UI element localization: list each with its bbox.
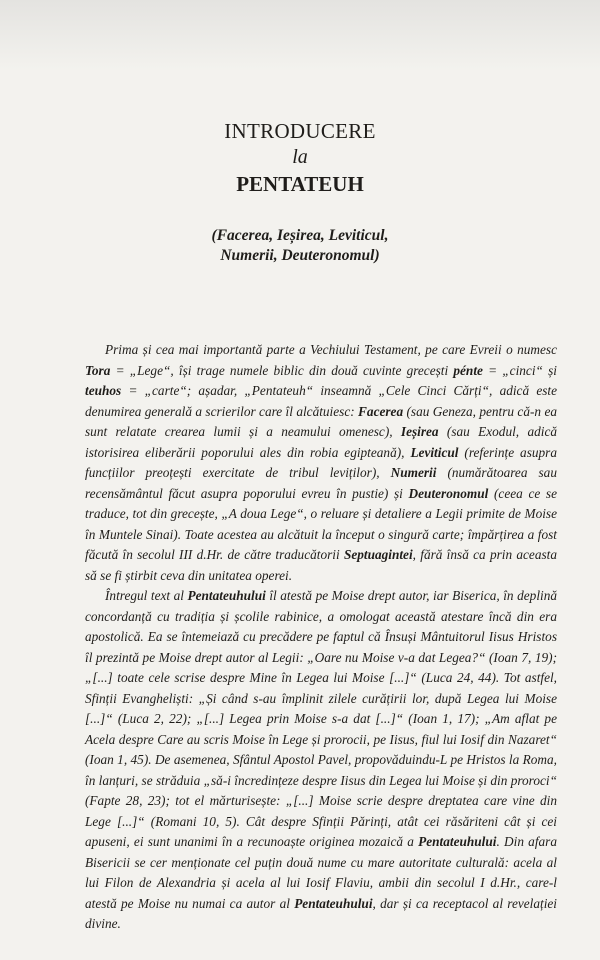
heading-line-2: la [292, 146, 308, 168]
text-run: (numărătoarea sau recensământul făcut asupra poporului evreu în pustie) și [85, 465, 557, 501]
text-run: (ceea ce se traduce, tot din grecește, „A doua Lege“, o reluare și detaliere a Legii primite de Moise în Muntele Sinai). Toate acestea au alcătuit la început o singură carte; împărțirea a fost făcută în secolul III d.Hr. de către traducătorii [85, 485, 558, 562]
bold-term: Leviticul [410, 444, 459, 460]
text-run: . Din afara Bisericii se cer menționate cel puțin două nume cu mare autoritate culturală: acela al lui Filon de Alexandria și acela al lui Iosif Flaviu, ambii din secolul I d.Hr., care-l atestă pe Moise nu numai ca autor al [85, 834, 557, 911]
bold-term: teuhos [85, 383, 122, 398]
text-run: Întregul text al [105, 588, 188, 603]
bold-term: Pentateuhului [294, 895, 373, 911]
bold-term: pénte [453, 362, 483, 378]
text-run: = „Lege“, își trage numele biblic din două cuvinte grecești [110, 362, 454, 378]
bold-term: Septuagintei [343, 547, 413, 562]
bold-term: Deuteronomul [408, 485, 489, 501]
bold-term: Tora [85, 362, 111, 378]
text-run: (referințe asupra funcțiilor preoțești exercitate de tribul leviților), [85, 444, 557, 480]
heading-line-3: PENTATEUH [236, 172, 364, 196]
bold-term: Pentateuhului [418, 834, 497, 849]
chapter-subtitle [0, 226, 600, 266]
text-run: = „carte“; așadar, „Pentateuh“ inseamnă „Cele Cinci Cărți“, adică este denumirea generală a scrierilor care îl alcătuiesc: [85, 383, 557, 419]
body-text [85, 340, 557, 935]
bold-term: Numerii [390, 465, 437, 480]
subtitle-line-1: (Facerea, Ieșirea, Leviticul, [211, 227, 389, 244]
paragraph-1 [85, 340, 557, 586]
page-top-shadow [0, 0, 600, 70]
text-run: îl atestă pe Moise drept autor, iar Biserica, în deplină concordanță cu tradiția și școlile rabinice, a omologat această atestare încă din era apostolică. Ea se întemeiază cu precădere pe faptul că Însuși Mântuitorul Iisus Hristos îl prezintă pe Moise drept autor al Legii: „Oare nu Moise v-a dat Legea?“ (Ioan 7, 19); „[...] toate cele scrise despre Mine în Legea lui Moise [...]“ (Luca 24, 44). Tot astfel, Sfinții Evangheliști: „Și când s-au împlinit zilele curățirii lor, după Legea lui Moise [...]“ (Luca 2, 22); „[...] Legea prin Moise s-a dat [...]“ (Ioan 1, 17); „Am aflat pe Acela despre Care au scris Moise în Lege și prorocii, pe Iisus, fiul lui Iosif din Nazaret“ (Ioan 1, 45). De asemenea, Sfântul Apostol Pavel, propovăduindu-L pe Hristos la Roma, în lanțuri, se străduia „să-i încredințeze despre Iisus din Legea lui Moise și din proroci“ (Fapte 28, 23); tot el mărturisește: „[...] Moise scrie despre dreptatea care vine din Lege [...]“ (Romani 10, 5). Cât despre Sfinții Părinți, atât cei răsăriteni cât și cei apuseni, ei sunt unanimi în a recunoaște originea mozaică a [85, 588, 558, 849]
text-run: , dar și ca receptacol al revelației divine. [85, 895, 557, 931]
bold-term: Pentateuhului [187, 588, 266, 603]
heading-line-1: INTRODUCERE [224, 119, 376, 143]
text-run: = „cinci“ și [482, 362, 557, 378]
text-run: (sau Geneza, pentru că-n ea sunt relatate crearea lumii și a neamului omenesc), [85, 403, 557, 439]
subtitle-line-2: Numerii, Deuteronomul) [220, 247, 380, 264]
chapter-heading [0, 118, 600, 198]
text-run: Prima și cea mai importantă parte a Vechiului Testament, pe care Evreii o numesc [105, 342, 557, 357]
text-run: , fără însă ca prin aceasta să se fi știrbit ceva din unitatea operei. [85, 547, 557, 583]
paragraph-2 [85, 586, 557, 935]
text-run: (sau Exodul, adică istorisirea eliberării poporului ales din robia egipteană), [85, 424, 557, 460]
bold-term: Facerea [358, 403, 404, 419]
bold-term: Ieșirea [400, 424, 439, 439]
